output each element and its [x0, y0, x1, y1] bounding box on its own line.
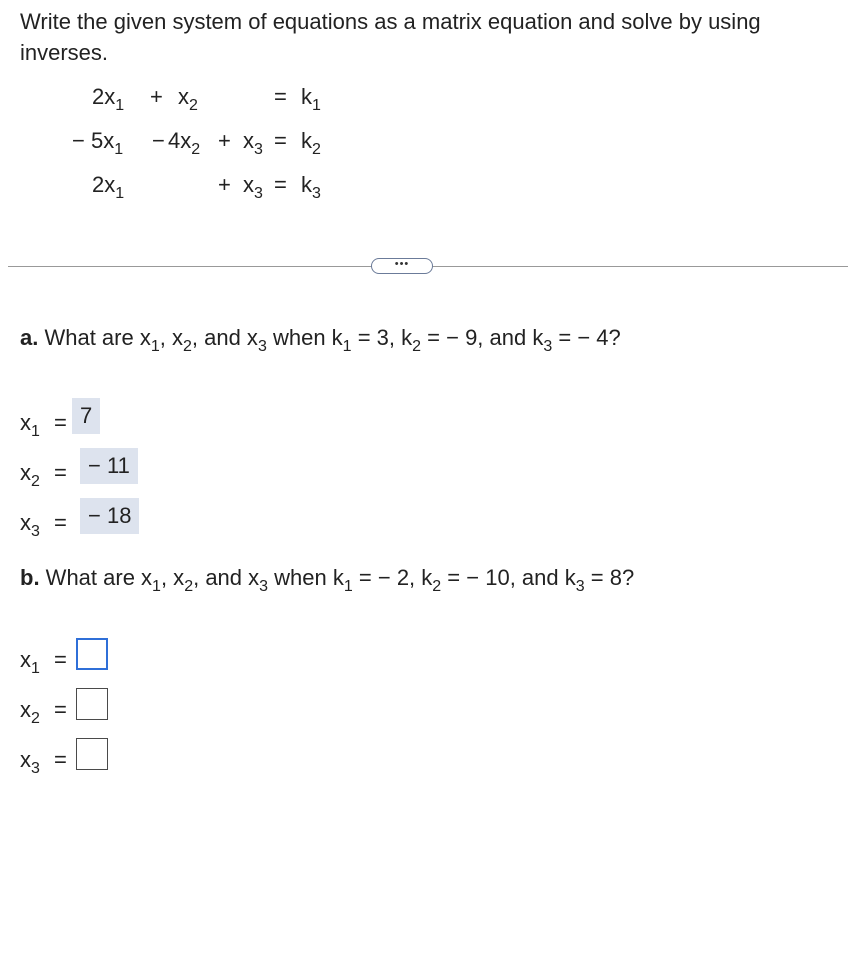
equals-sign: = [274, 84, 287, 109]
equals-sign: = [54, 747, 67, 772]
operator-plus: + [218, 128, 231, 153]
variable-label: $x_3$ [20, 510, 40, 540]
rhs-k2: $k_2$ [301, 128, 321, 158]
term-x3: $x_3$ [243, 128, 263, 158]
term-4x2: $4x_2$ [168, 128, 201, 158]
term-2x1: $2x_1$ [92, 84, 125, 114]
rhs-k3: $k_3$ [301, 172, 321, 202]
answer-value-x3: − 18 [80, 498, 139, 534]
equals-sign: = [54, 697, 67, 722]
equation-system [60, 84, 360, 216]
question-prompt: Write the given system of equations as a matrix equation and solve by using inverses. [20, 9, 761, 65]
equals-sign: = [274, 172, 287, 197]
term-minus-5x1: − $5x_1$ [72, 128, 124, 158]
equals-sign: = [54, 510, 67, 535]
answer-input-x2[interactable] [76, 688, 108, 720]
operator-plus: + [218, 172, 231, 197]
term-x2: $x_2$ [178, 84, 198, 114]
variable-label: $x_2$ [20, 460, 40, 490]
answer-input-x3[interactable] [76, 738, 108, 770]
variable-label: $x_3$ [20, 747, 40, 777]
answer-value-x1: 7 [72, 398, 100, 434]
equals-sign: = [54, 410, 67, 435]
variable-label: $x_2$ [20, 697, 40, 727]
answer-input-x1[interactable] [76, 638, 108, 670]
answer-value-x2: − 11 [80, 448, 138, 484]
equation-row-3 [60, 172, 360, 216]
operator-minus: − [152, 128, 165, 153]
rhs-k1: $k_1$ [301, 84, 321, 114]
term-x3: $x_3$ [243, 172, 263, 202]
question-part-b: b. What are $x_1$, $x_2$, and $x_3$ when $k_1$ = − 2, $k_2$ = − 10, and $k_3 = 8$? [20, 565, 635, 595]
question-part-a: a. What are $x_1$, $x_2$, and $x_3$ when $k_1 = 3$, $k_2$ = − 9, and $k_3$ = − 4? [20, 325, 621, 355]
term-2x1: $2x_1$ [92, 172, 125, 202]
variable-label: $x_1$ [20, 410, 40, 440]
equation-row-2 [60, 128, 360, 172]
equals-sign: = [54, 460, 67, 485]
equals-sign: = [54, 647, 67, 672]
more-options-button[interactable]: ••• [371, 258, 433, 274]
operator-plus: + [150, 84, 163, 109]
equals-sign: = [274, 128, 287, 153]
equation-row-1 [60, 84, 360, 128]
variable-label: $x_1$ [20, 647, 40, 677]
